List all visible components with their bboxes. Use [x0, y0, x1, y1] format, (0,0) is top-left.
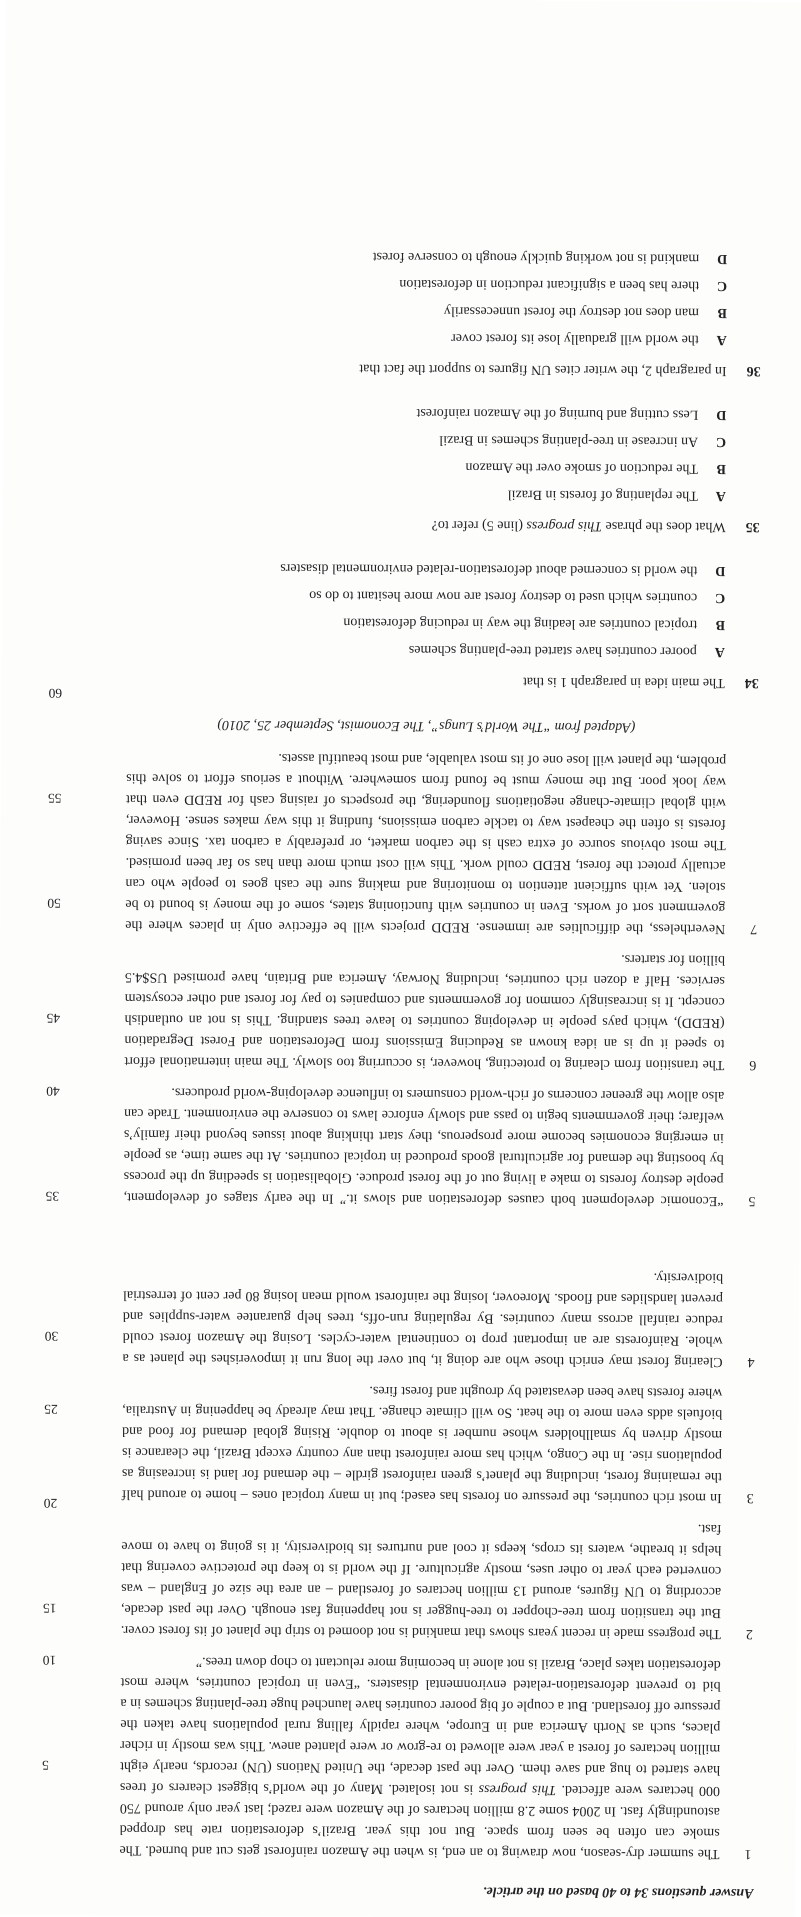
paragraph-number: 7	[750, 921, 758, 937]
answer-instruction: Answer questions 34 to 40 based on the article.	[482, 1883, 754, 1901]
question-36-option-a	[32, 322, 727, 353]
question-number: 35	[745, 519, 760, 535]
question-35-option-a	[31, 478, 726, 509]
option-letter: D	[715, 562, 726, 578]
passage-paragraph-5	[26, 1081, 758, 1211]
question-34-option-a	[30, 634, 725, 665]
line-number-55: 55	[47, 790, 62, 806]
option-text: there has been a significant reduction in deforestation	[399, 275, 700, 293]
option-text: An increase in tree-planting schemes in Brazil	[439, 432, 699, 449]
question-34-option-d	[30, 553, 725, 584]
option-letter: B	[715, 616, 726, 632]
line-number-10: 10	[42, 1652, 57, 1668]
option-letter: D	[716, 406, 727, 422]
paragraph-text: “Economic development both causes deforestation and slows it.” In the early stages of development, people destroy forests to make a living out of the forest produce. Globalisation is speeding up the process by boosting the demand for agricultural goods produced in tropical countries. At the same time, as people in emerging economies become more prosperous, they start thinking about issues beyond their family’s welfare; their governments begin to pass and slowly enforce laws to conserve the environment. Trade can also allow the greener concerns of rich-world consumers to influence developing-world producers.	[123, 1084, 725, 1208]
option-letter: C	[715, 433, 727, 449]
question-35-option-c	[31, 424, 726, 455]
question-36-option-d	[32, 241, 727, 272]
option-text: mankind is not working quickly enough to conserve forest	[372, 248, 700, 266]
question-35-option-d	[31, 397, 726, 428]
source-citation: (Adapted from “The World’s Lungs”, The Economist, September 25, 2010)	[217, 716, 636, 735]
question-34-option-b	[30, 607, 725, 638]
option-text: Less cutting and burning of the Amazon rainforest	[416, 405, 699, 422]
question-number: 36	[746, 363, 761, 379]
option-text: poorer countries have started tree-planting schemes	[408, 642, 697, 659]
question-stem: What does the phrase This progress (line 5) refer to?	[431, 517, 726, 534]
question-36-option-c	[32, 268, 727, 299]
passage-paragraph-2	[24, 1495, 756, 1644]
paragraph-number: 3	[746, 1490, 754, 1506]
option-letter: C	[716, 277, 728, 293]
paragraph-text: Nevertheless, the difficulties are immense. REDD projects will be effective only in places where the government sort of works. Even in countries with functioning states, some of the money is bound to be stolen. Yet with sufficient attention to monitoring and making sure the cash goes to people who can actually protect the forest, REDD could work. This will cost much more than has so far been promised. The most obvious source of extra cash is the carbon market, or preferably a carbon tax. Since saving forests is often the cheapest way to tackle carbon emissions, funding it this way makes sense. However, with global climate-change negotiations floundering, the prospects of raising cash for REDD even that way look poor. But the money must be found from somewhere. Without a serious effort to solve this problem, the planet will lose one of its most valuable, and most beautiful assets.	[125, 750, 727, 936]
question-34-option-c	[30, 580, 725, 611]
paragraph-number: 2	[745, 1626, 753, 1642]
line-number-35: 35	[45, 1188, 60, 1204]
question-stem: In paragraph 2, the writer cites UN figures to support the fact that	[359, 360, 727, 378]
line-number-5: 5	[42, 1757, 49, 1773]
option-letter: D	[717, 250, 728, 266]
passage-paragraph-4	[25, 1263, 757, 1372]
option-text: tropical countries are leading the way in reducing deforestation	[343, 614, 698, 632]
question-35	[31, 397, 763, 537]
line-number-20: 20	[43, 1495, 58, 1511]
option-letter: A	[716, 331, 727, 347]
paragraph-number: 1	[744, 1846, 752, 1862]
paragraph-text: The transition from clearing to protecting, however, is occurring too slowly. The main international effort to speed it up is an idea known as Reducing Emissions from Deforestation and Forest Degradation (REDD), which pays people in developing countries to leave trees standing. This is not an outlandish concept. It is increasingly common for governments and companies to pay for forest and other ecosystem services. Half a dozen rich countries, including Norway, America and Britain, have promised US$4.5 billion for starters.	[124, 951, 726, 1072]
option-letter: B	[717, 304, 727, 320]
passage-paragraph-1	[22, 1650, 754, 1864]
line-number-40: 40	[46, 1083, 60, 1099]
question-35-option-b	[31, 451, 726, 482]
paragraph-text: Clearing forest may enrich those who are doing it, but over the long run it impoverishes the planet as a whole. Rainforests are an important prop to continental water-cycles. Losing the Amazon forest could reduce rainfall across many countries. By regulating run-offs, trees help guarantee water-supplies and prevent landslides and floods. Moreover, losing the rainforest would mean losing 80 per cent of terrestrial biodiversity.	[122, 1269, 724, 1369]
paragraph-number: 6	[749, 1057, 757, 1073]
question-36	[32, 241, 764, 381]
option-letter: A	[715, 487, 726, 503]
option-letter: C	[715, 589, 726, 605]
paragraph-text: In most rich countries, the pressure on forests has eased; but in many tropical ones – home to around half the remaining forest, including the planet’s green rainforest girdle – the demand for land is increasing as populations rise. In the Congo, which has more rainforest than any country except Brazil, the clearance is mostly driven by smallholders whose number is about to double. Rising global demand for food and biofuels adds even more to the heat. So will climate change. That may already be happening in Australia, where forests have been devastated by drought and forest fires.	[121, 1382, 723, 1505]
option-letter: B	[716, 460, 727, 476]
paragraph-text: The summer dry-season, now drawing to an end, is when the Amazon rainforest gets cut and burned. The smoke can often be seen from space. But not this year. Brazil’s deforestation rate has dropped astoundingly fast. In 2004 some 2.8 million hectares of the Amazon were razed; last year only around 750 000 hectares were affected. This progress is not isolated. Many of the world’s biggest clearers of trees have started to hug and save them. Over the past decade, the United Nations (UN) records, nearly eight million hectares of forest a year were allowed to re-grow or were planted anew. This was mostly in richer places, such as North America and in Europe, where rapidly falling rural populations have taken the pressure off forestland. But a couple of big poorer countries have launched huge tree-planting schemes in a bid to prevent deforestation-related environmental disasters. “Even in tropical countries, where most deforestation takes place, Brazil is not alone in becoming more reluctant to chop down trees.”	[119, 1653, 721, 1861]
passage-paragraph-6	[27, 945, 759, 1075]
paragraph-text: The progress made in recent years shows that mankind is not doomed to strip the planet of its forest cover. But the transition from tree-chopper to tree-hugger is not happening fast enough. Over the past decade, according to UN figures, around 13 million hectares of forestland – an area the size of England – was converted each year to other uses, mostly agriculture. If the world is to keep the protective covering that helps it breathe, waters its crops, keeps it cool and nurtures its biodiversity, it is going to have to move fast.	[120, 1520, 722, 1641]
line-number-60: 60	[48, 685, 63, 701]
question-number: 34	[744, 675, 759, 691]
line-number-45: 45	[46, 1010, 61, 1026]
line-number-50: 50	[47, 895, 61, 911]
line-number-15: 15	[42, 1600, 57, 1616]
option-text: the world is concerned about deforestation-related environmental disasters	[280, 560, 698, 578]
paragraph-number: 4	[747, 1354, 755, 1370]
passage-paragraph-3	[25, 1378, 757, 1508]
question-36-option-b	[32, 295, 727, 326]
option-text: man does not destroy the forest unnecessarily	[443, 303, 699, 320]
option-letter: A	[714, 643, 725, 659]
question-stem: The main idea in paragraph 1 is that	[522, 673, 725, 690]
line-number-30: 30	[44, 1328, 59, 1344]
option-text: The replanting of forests in Brazil	[507, 486, 698, 503]
line-number-25: 25	[44, 1401, 58, 1417]
option-text: countries which used to destroy forest are now more hesitant to do so	[309, 587, 698, 605]
paragraph-number: 5	[748, 1193, 756, 1209]
option-text: The reduction of smoke over the Amazon	[465, 459, 699, 476]
option-text: the world will gradually lose its forest cover	[451, 330, 699, 347]
question-34	[30, 553, 762, 693]
